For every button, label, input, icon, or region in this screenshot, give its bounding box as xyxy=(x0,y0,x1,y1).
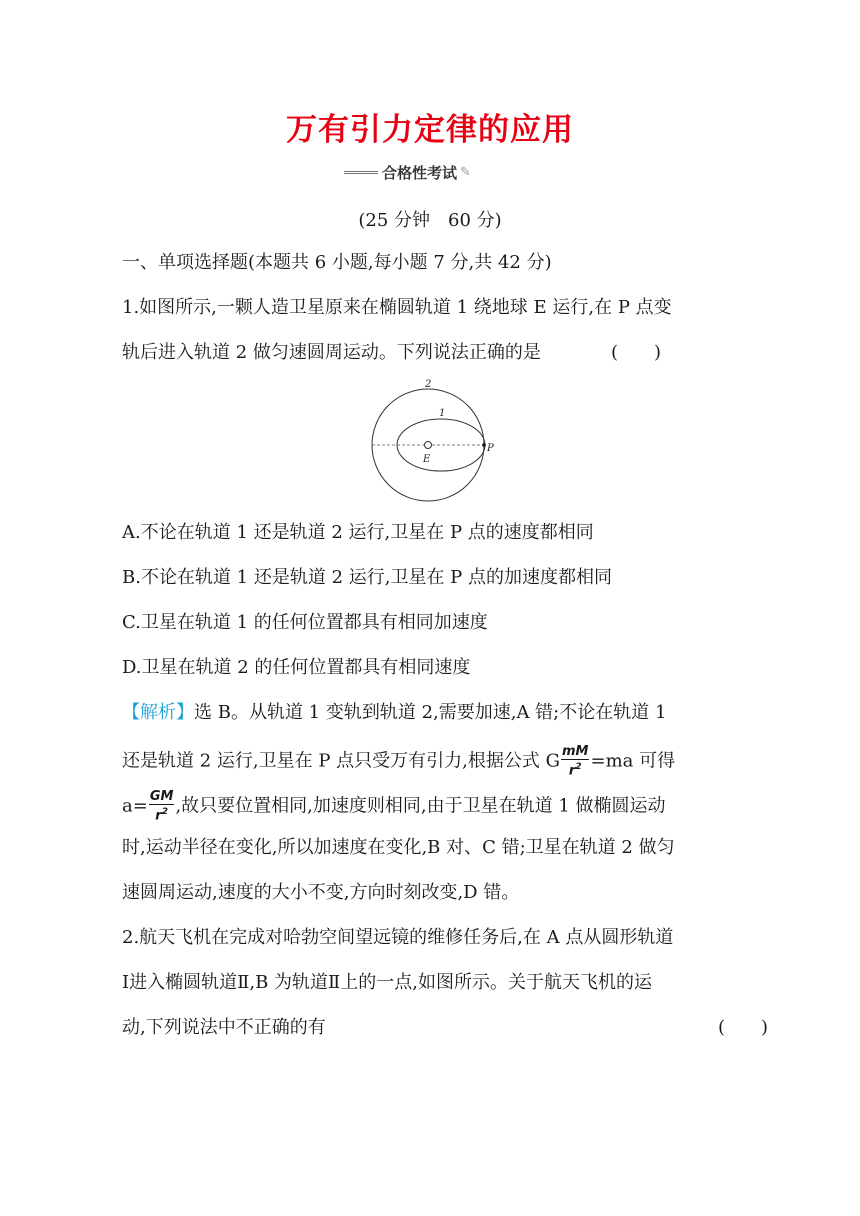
analysis-line1 xyxy=(122,700,666,726)
orbit-2-label: 2 xyxy=(425,379,432,390)
orbit-1-ellipse xyxy=(397,419,485,471)
fraction-numerator: GM xyxy=(149,789,174,804)
section-heading: 一、单项选择题(本题共 6 小题,每小题 7 分,共 42 分) xyxy=(122,252,552,273)
option-c: C.卫星在轨道 1 的任何位置都具有相同加速度 xyxy=(122,612,488,633)
orbit-diagram xyxy=(365,376,495,506)
option-b: B.不论在轨道 1 还是轨道 2 运行,卫星在 P 点的加速度都相同 xyxy=(122,567,613,588)
q2-stem-line3: 动,下列说法中不正确的有 xyxy=(122,1017,326,1038)
earth-marker xyxy=(425,442,432,449)
q2-stem-line1: 2.航天飞机在完成对哈勃空间望远镜的维修任务后,在 A 点从圆形轨道 xyxy=(122,927,674,948)
q2-answer-paren: ( ) xyxy=(718,1017,769,1038)
point-p-marker xyxy=(482,443,486,447)
page-title: 万有引力定律的应用 xyxy=(286,112,574,148)
option-a: A.不论在轨道 1 还是轨道 2 运行,卫星在 P 点的速度都相同 xyxy=(122,522,594,543)
analysis-line4: 时,运动半径在变化,所以加速度在变化,B 对、C 错;卫星在轨道 2 做匀 xyxy=(122,837,675,858)
fraction-denominator: $r^2$ xyxy=(155,807,168,824)
fraction-numerator: mM xyxy=(562,744,589,759)
analysis-text3a: a= xyxy=(122,795,148,817)
point-p-label: P xyxy=(487,443,494,454)
analysis-tag: 【解析】 xyxy=(122,702,194,723)
q1-stem-line2: 轨后进入轨道 2 做匀速圆周运动。下列说法正确的是 xyxy=(122,342,541,363)
analysis-text2a: 还是轨道 2 运行,卫星在 P 点只受万有引力,根据公式 G xyxy=(122,750,560,772)
subtitle-dash xyxy=(344,171,378,174)
q1-stem-line1: 1.如图所示,一颗人造卫星原来在椭圆轨道 1 绕地球 E 运行,在 P 点变 xyxy=(122,297,672,318)
subtitle-text: 合格性考试 xyxy=(382,163,458,182)
analysis-text1: 选 B。从轨道 1 变轨到轨道 2,需要加速,A 错;不论在轨道 1 xyxy=(194,702,667,723)
analysis-line3 xyxy=(122,790,666,823)
pencil-icon: ✎ xyxy=(460,164,471,180)
orbit-1-label: 1 xyxy=(439,408,446,419)
earth-label: E xyxy=(423,454,431,465)
fraction-mM-over-r2 xyxy=(561,745,589,778)
q1-answer-paren: ( ) xyxy=(611,342,662,363)
option-d: D.卫星在轨道 2 的任何位置都具有相同速度 xyxy=(122,657,471,678)
analysis-text2b: =ma 可得 xyxy=(590,750,676,772)
analysis-text3b: ,故只要位置相同,加速度则相同,由于卫星在轨道 1 做椭圆运动 xyxy=(175,795,666,817)
analysis-line5: 速圆周运动,速度的大小不变,方向时刻改变,D 错。 xyxy=(122,882,520,903)
fraction-denominator: $r^2$ xyxy=(568,762,582,779)
q2-stem-line2: Ⅰ进入椭圆轨道Ⅱ,B 为轨道Ⅱ上的一点,如图所示。关于航天飞机的运 xyxy=(122,972,652,993)
time-info: (25 分钟 60 分) xyxy=(358,210,502,231)
fraction-GM-over-r2 xyxy=(149,790,175,823)
analysis-line2 xyxy=(122,745,675,778)
subtitle xyxy=(344,162,471,182)
